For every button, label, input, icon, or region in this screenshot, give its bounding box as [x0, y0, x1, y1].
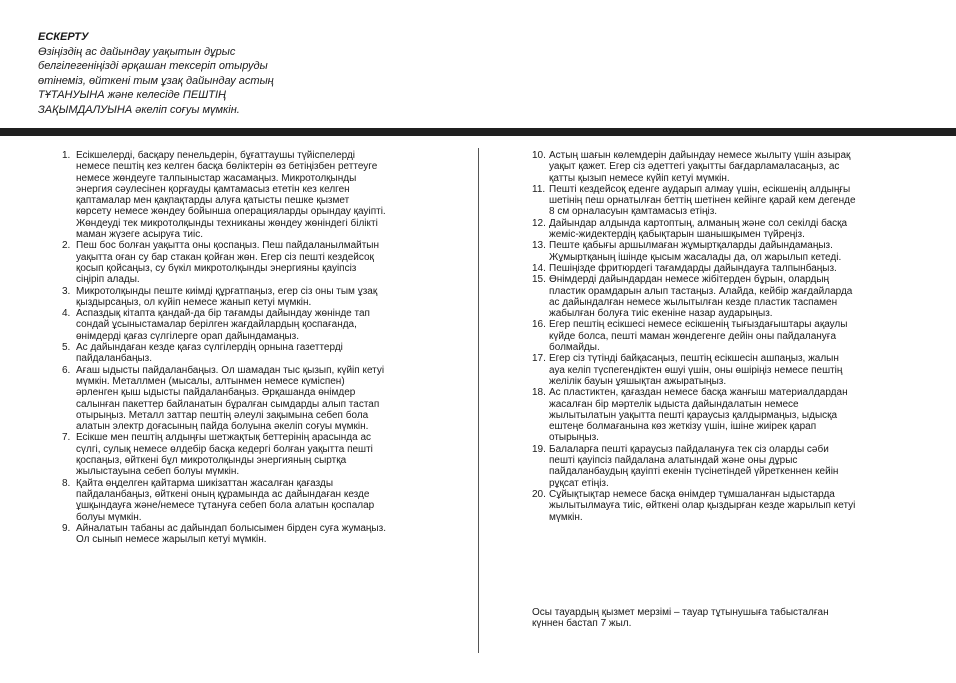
- item-line: Пеш бос болған уақытта оны қоспаңыз. Пеш пайдаланылмайтын: [76, 240, 380, 252]
- item-line: жылытылмауға тиіс, өйткені олар қыздырған кезде жарылып кетуі: [549, 500, 856, 512]
- item-text: [549, 218, 924, 241]
- list-item: [532, 353, 924, 387]
- item-number: 20.: [532, 488, 546, 500]
- item-number: 1.: [62, 150, 71, 161]
- item-line: жеміс-жидектердің қабықтарын шанышқымен түйреңіз.: [549, 229, 805, 241]
- item-line: Балаларға пешті қараусыз пайдалануға тек сіз оларды сәби: [549, 443, 829, 455]
- item-line: отырыңыз.: [549, 432, 599, 444]
- item-line: желілік бауын ұяшықтан ажыратыңыз.: [549, 375, 727, 387]
- item-line: Пешті кездейсоқ еденге аударып алмау үшін, есікшенің алдыңғы: [549, 183, 851, 195]
- item-text: [549, 150, 924, 184]
- item-line: энергия сәулесінен қорғауды қамтамасыз ететін кез келген: [76, 183, 350, 195]
- item-number: 13.: [532, 240, 546, 252]
- item-number: 15.: [532, 274, 546, 286]
- item-text: [549, 489, 924, 523]
- item-number: 12.: [532, 217, 546, 229]
- item-line: қатты қызып немесе күйіп кетуі мүмкін.: [549, 172, 730, 184]
- item-line: Ол сынып немесе жарылып кетуі мүмкін.: [76, 534, 267, 546]
- item-number: 19.: [532, 443, 546, 455]
- item-line: Жөндеуді тек микротолқынды техниканы жөндеу жөніндегі білікті: [76, 217, 378, 229]
- item-line: пайдаланбаудың қауіпті екенін түсінетіндей үйреткеннен кейін: [549, 466, 839, 478]
- item-line: Аспаздық кітапта қандай-да бір тағамды дайындау жөнінде тап: [76, 308, 370, 320]
- item-line: болмайды.: [549, 342, 600, 354]
- item-number: 18.: [532, 387, 546, 399]
- item-line: жабылған болуға тиіс екеніне назар аударыңыз.: [549, 308, 773, 320]
- item-line: Астың шағын көлемдерін дайындау немесе жылыту үшін азырақ: [549, 150, 851, 161]
- item-line: пешті қауіпсіз пайдалана алатындай және оны дұрыс: [549, 455, 798, 467]
- warning-block: [38, 30, 338, 118]
- item-line: 8 см орналасуын қамтамасыз етіңіз.: [549, 206, 718, 218]
- item-text: [76, 286, 455, 309]
- list-item: [62, 286, 455, 309]
- item-text: [76, 432, 455, 477]
- item-text: [549, 319, 924, 353]
- item-number: 4.: [62, 308, 71, 320]
- item-text: [76, 365, 455, 433]
- item-line: Қайта өңделген қайтарма шикізаттан жасалған қағазды: [76, 477, 334, 489]
- item-text: [76, 240, 455, 285]
- item-line: Есікше мен пештің алдыңғы шетжақтық беттерінің арасында ас: [76, 432, 372, 444]
- list-item: [532, 184, 924, 218]
- section-divider: [0, 128, 956, 136]
- item-line: пайдаланбаңыз.: [76, 353, 153, 365]
- warning-line: ТҰТАНУЫНА және келесіде ПЕШТІҢ: [38, 89, 226, 102]
- item-number: 11.: [532, 183, 546, 195]
- item-text: [549, 387, 924, 443]
- warning-line: өтінеміз, өйткені тым ұзақ дайындау астың: [38, 74, 274, 87]
- column-divider: [478, 148, 479, 653]
- list-item: [532, 263, 924, 274]
- item-number: 6.: [62, 364, 71, 376]
- item-line: Ас дайындаған кезде қағаз сүлгілердің орнына газеттерді: [76, 342, 343, 354]
- item-line: ұшқындауға және/немесе тұтануға себеп бола алатын қоспалар: [76, 500, 375, 512]
- item-number: 5.: [62, 342, 71, 354]
- item-line: Ас пластиктен, қағаздан немесе басқа жанғыш материалдардан: [549, 387, 848, 399]
- item-line: пайдаланбаңыз, өйткені оның құрамында ас дайындаған кезде: [76, 488, 370, 500]
- list-item: [62, 365, 455, 433]
- list-item: [62, 478, 455, 523]
- item-text: [76, 523, 455, 546]
- item-text: [76, 308, 455, 342]
- item-line: уақытта оған су бар стакан қойған жөн. Егер сіз пешті кездейсоқ: [76, 251, 374, 263]
- item-line: ауа келіп түспегендіктен өшуі үшін, оны өшіріңіз немесе пештің: [549, 364, 843, 376]
- item-line: өнімдерді қағаз сүлгілерге орап дайындамаңыз.: [76, 330, 300, 342]
- list-item: [62, 240, 455, 285]
- item-line: Пеште қабығы аршылмаған жұмыртқаларды дайындамаңыз.: [549, 240, 833, 252]
- item-text: [549, 184, 924, 218]
- item-line: немесе жөндеуге талпыныстар жасамаңыз. Микротолқынды: [76, 172, 357, 184]
- item-line: ас дайындалған немесе жылытылған кезде пластик таспамен: [549, 296, 838, 308]
- item-number: 14.: [532, 262, 546, 274]
- list-item: [62, 523, 455, 546]
- list-item: [532, 489, 924, 523]
- item-number: 17.: [532, 353, 546, 365]
- item-number: 16.: [532, 319, 546, 331]
- list-item: [62, 308, 455, 342]
- item-line: Ағаш ыдысты пайдаланбаңыз. Ол шамадан тыс қызып, күйіп кетуі: [76, 364, 385, 376]
- safety-list-right: [532, 150, 924, 523]
- item-line: қосып қойсаңыз, су бүкіл микротолқынды энергияны қауіпсіз: [76, 262, 357, 274]
- item-line: пластик орамдарын алып тастаңыз. Алайда, кейбір жағдайларда: [549, 285, 853, 297]
- item-line: болуы мүмкін.: [76, 511, 142, 523]
- item-number: 7.: [62, 432, 71, 444]
- item-number: 9.: [62, 522, 71, 534]
- item-line: жылытылатын уақытта пешті қараусыз қалдырмаңыз, ыдысқа: [549, 409, 838, 421]
- item-line: отырыңыз. Металл заттар пештің әлеулі зақымына себеп бола: [76, 409, 369, 421]
- item-line: Өнімдерді дайындардан немесе жібітерден бұрын, олардың: [549, 274, 830, 286]
- list-item: [532, 274, 924, 319]
- item-number: 2.: [62, 240, 71, 252]
- item-number: 8.: [62, 477, 71, 489]
- list-item: [532, 444, 924, 489]
- item-line: Жұмыртқаның ішінде қысым жасалады да, ол жарылып кетеді.: [549, 251, 842, 263]
- item-line: мүмкін. Металлмен (мысалы, алтынмен немесе күміспен): [76, 375, 345, 387]
- safety-list-left: [62, 150, 455, 545]
- item-line: сүлгі, сулық немесе өлдебір басқа кедергі болған уақытта пешті: [76, 443, 373, 455]
- list-item: [532, 218, 924, 241]
- item-line: Пешіңізде фритюрдегі тағамдарды дайындауға талпынбаңыз.: [549, 262, 837, 274]
- item-line: ештеңе болмағанына көз жеткізу үшін, ішіне жиірек қарап: [549, 421, 817, 433]
- item-text: [76, 342, 455, 365]
- item-text: [549, 240, 924, 263]
- item-line: көрсету немесе жөндеу бойынша операцияларды орындау қауіпті.: [76, 206, 386, 218]
- warning-line: белгілегеніңізді әрқашан тексеріп отыруды: [38, 60, 268, 73]
- item-line: Дайындар алдында картоптың, алманың және сол секілді басқа: [549, 217, 848, 229]
- warning-title: ЕСКЕРТУ: [38, 31, 89, 43]
- item-line: Есікшелерді, басқару пенельдерін, бұғаттаушы түйіспелерді: [76, 150, 356, 161]
- item-line: жылыстауына себеп болуы мүмкін.: [76, 466, 240, 478]
- item-line: қаптамалар мен қақпақтарды алуға қатысты пешке қызмет: [76, 195, 350, 207]
- item-line: алатын электр доғасының пайда болуына әкеліп соғуы мүмкін.: [76, 421, 369, 433]
- item-line: Микротолқынды пеште киімді құрғатпаңыз, егер сіз оны тым ұзақ: [76, 285, 378, 297]
- service-life-note: [532, 607, 924, 630]
- item-line: Айналатын табаны ас дайындап болысымен бірден суға жумаңыз.: [76, 522, 386, 534]
- item-line: әрленген қыш ыдысты пайдаланбаңыз. Әрқашанда өнімдер: [76, 387, 356, 399]
- service-life-line: күннен бастап 7 жыл.: [532, 618, 632, 630]
- list-item: [62, 342, 455, 365]
- item-text: [549, 274, 924, 319]
- item-line: сондай ұсыныстамалар берілген жағдайлардың қоспағанда,: [76, 319, 357, 331]
- list-item: [62, 150, 455, 240]
- item-line: қыздырсаңыз, ол күйіп немесе жанып кетуі мүмкін.: [76, 296, 312, 308]
- item-text: [549, 353, 924, 387]
- item-line: немесе пештің кез келген басқа бөліктерін өз бетіңізбен реттеуге: [76, 161, 378, 173]
- item-line: Сұйықтықтар немесе басқа өнімдер тұмшаланған ыдыстарда: [549, 488, 835, 500]
- list-item: [532, 150, 924, 184]
- item-number: 10.: [532, 150, 546, 161]
- item-line: күйде болса, пешті маман жөндегенге дейін оны пайдалануға: [549, 330, 837, 342]
- item-line: Егер пештің есікшесі немесе есікшенің тығыздағыштары ақаулы: [549, 319, 848, 331]
- warning-line: Өзіңіздің ас дайындау уақытын дұрыс: [38, 45, 236, 58]
- list-item: [62, 432, 455, 477]
- item-line: салынған пакеттер байланатын бұралған сымдарды алып тастап: [76, 398, 380, 410]
- item-line: Егер сіз түтінді байқасаңыз, пештің есікшесін ашпаңыз, жалын: [549, 353, 839, 365]
- item-line: қоспаңыз, өйткені бұл микротолқынды энергияның сыртқа: [76, 455, 347, 467]
- item-text: [76, 478, 455, 523]
- item-line: мүмкін.: [549, 511, 583, 523]
- item-line: шетінің пеш орнатылған беттің шетінен кейінге қарай кем дегенде: [549, 195, 856, 207]
- item-number: 3.: [62, 285, 71, 297]
- warning-line: ЗАҚЫМДАЛУЫНА әкеліп соғуы мүмкін.: [38, 103, 240, 116]
- item-text: [549, 263, 924, 274]
- list-item: [532, 240, 924, 263]
- list-item: [532, 387, 924, 443]
- list-item: [532, 319, 924, 353]
- item-text: [76, 150, 455, 240]
- item-line: маман жүзеге асыруға тиіс.: [76, 229, 204, 241]
- service-life-line: Осы тауардың қызмет мерзімі – тауар тұтынушыға табысталған: [532, 607, 829, 618]
- item-text: [549, 444, 924, 489]
- item-line: жасалған бір мәртелік ыдыста дайындалатын немесе: [549, 398, 799, 410]
- item-line: сіңіріп алады.: [76, 274, 140, 286]
- item-line: уақыт қажет. Егер сіз әдеттегі уақытты бағдарламаласаңыз, ас: [549, 161, 840, 173]
- item-line: рұқсат етіңіз.: [549, 477, 609, 489]
